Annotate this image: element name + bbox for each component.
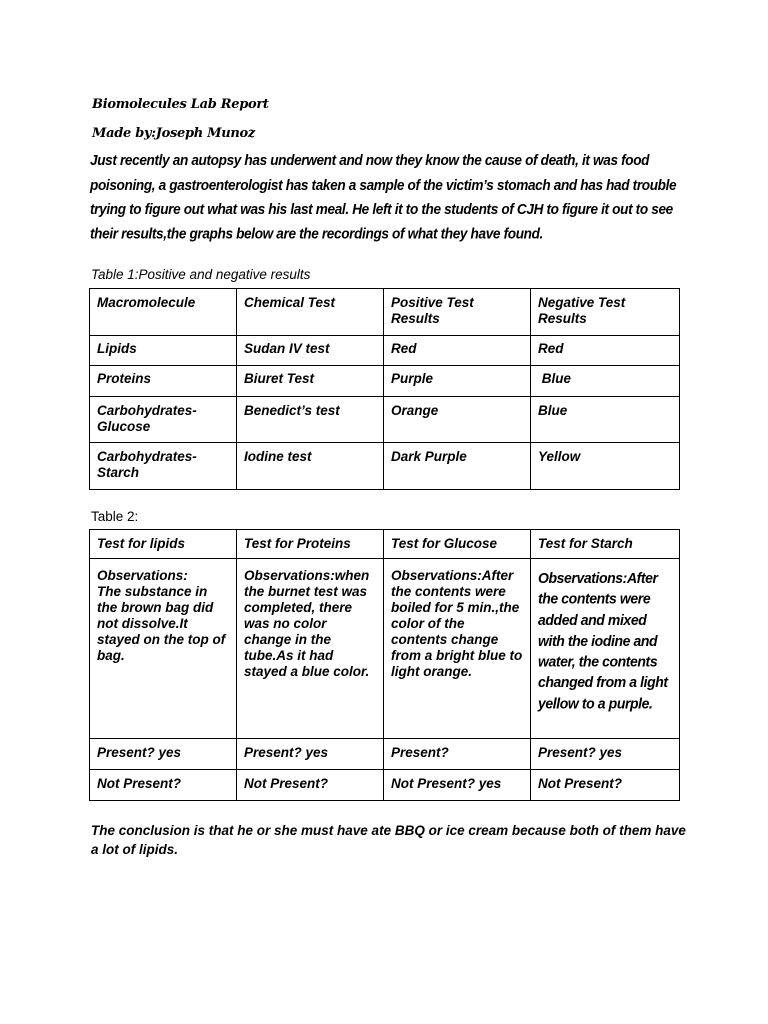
table-row bbox=[90, 336, 680, 366]
table-cell: Carbohydrates- Glucose bbox=[90, 397, 237, 443]
conclusion-paragraph: The conclusion is that he or she must have ate BBQ or ice cream because both of them have a lot of lipids. bbox=[91, 823, 686, 857]
table-header-row bbox=[90, 289, 680, 336]
header-cell: Test for Glucose bbox=[384, 530, 531, 559]
header-cell: Chemical Test bbox=[237, 289, 384, 336]
table2-caption: Table 2: bbox=[91, 509, 139, 524]
header-cell: Negative Test Results bbox=[531, 289, 680, 336]
table-cell: Not Present? bbox=[237, 770, 384, 801]
table-cell: Present? bbox=[384, 739, 531, 770]
table-cell: Present? yes bbox=[237, 739, 384, 770]
table-row bbox=[90, 397, 680, 443]
header-cell: Positive Test Results bbox=[384, 289, 531, 336]
observation-cell: Observations: The substance in the brown bag did not dissolve.It stayed on the top of bag. bbox=[90, 559, 237, 739]
table-cell: Purple bbox=[384, 366, 531, 397]
table-cell: Sudan IV test bbox=[237, 336, 384, 366]
results-table bbox=[89, 288, 680, 490]
table-row bbox=[90, 366, 680, 397]
table-cell: Not Present? bbox=[90, 770, 237, 801]
table-cell: Orange bbox=[384, 397, 531, 443]
table-cell: Biuret Test bbox=[237, 366, 384, 397]
observation-cell: Observations:when the burnet test was completed, there was no color change in the tube.As it had stayed a blue color. bbox=[237, 559, 384, 739]
table-header-row bbox=[90, 530, 680, 559]
table-cell: Blue bbox=[531, 366, 680, 397]
table-cell: Yellow bbox=[531, 443, 680, 490]
present-row bbox=[90, 739, 680, 770]
observations-table bbox=[89, 529, 680, 801]
table-cell: Proteins bbox=[90, 366, 237, 397]
table-cell: Dark Purple bbox=[384, 443, 531, 490]
table-cell: Present? yes bbox=[531, 739, 680, 770]
header-cell: Macromolecule bbox=[90, 289, 237, 336]
table-cell: Benedict’s test bbox=[237, 397, 384, 443]
table-cell: Not Present? bbox=[531, 770, 680, 801]
table-cell: Blue bbox=[531, 397, 680, 443]
table-cell: Red bbox=[384, 336, 531, 366]
observation-cell: Observations:After the contents were boiled for 5 min.,the color of the contents change from a bright blue to light orange. bbox=[384, 559, 531, 739]
header-cell: Test for Starch bbox=[531, 530, 680, 559]
header-cell: Test for Proteins bbox=[237, 530, 384, 559]
author-line: Made by:Joseph Munoz bbox=[92, 126, 255, 141]
header-cell: Test for lipids bbox=[90, 530, 237, 559]
not-present-row bbox=[90, 770, 680, 801]
table-cell: Present? yes bbox=[90, 739, 237, 770]
table-cell: Red bbox=[531, 336, 680, 366]
table-cell: Iodine test bbox=[237, 443, 384, 490]
table-row bbox=[90, 443, 680, 490]
table-cell: Not Present? yes bbox=[384, 770, 531, 801]
table-cell: Lipids bbox=[90, 336, 237, 366]
report-title: Biomolecules Lab Report bbox=[92, 97, 269, 112]
intro-paragraph: Just recently an autopsy has underwent and now they know the cause of death, it was food poisoning, a gastroenterologist has taken a sample of the victim’s stomach and has had trouble trying to figure out what was his last meal. He left it to the students of CJH to figure it out to see their results,the graphs below are the recordings of what they have found. bbox=[90, 152, 677, 242]
observations-row bbox=[90, 559, 680, 739]
table-cell: Carbohydrates- Starch bbox=[90, 443, 237, 490]
table1-caption: Table 1:Positive and negative results bbox=[91, 267, 311, 282]
observation-cell: Observations:After the contents were added and mixed with the iodine and water, the contents changed from a light yellow to a purple. bbox=[531, 559, 680, 739]
